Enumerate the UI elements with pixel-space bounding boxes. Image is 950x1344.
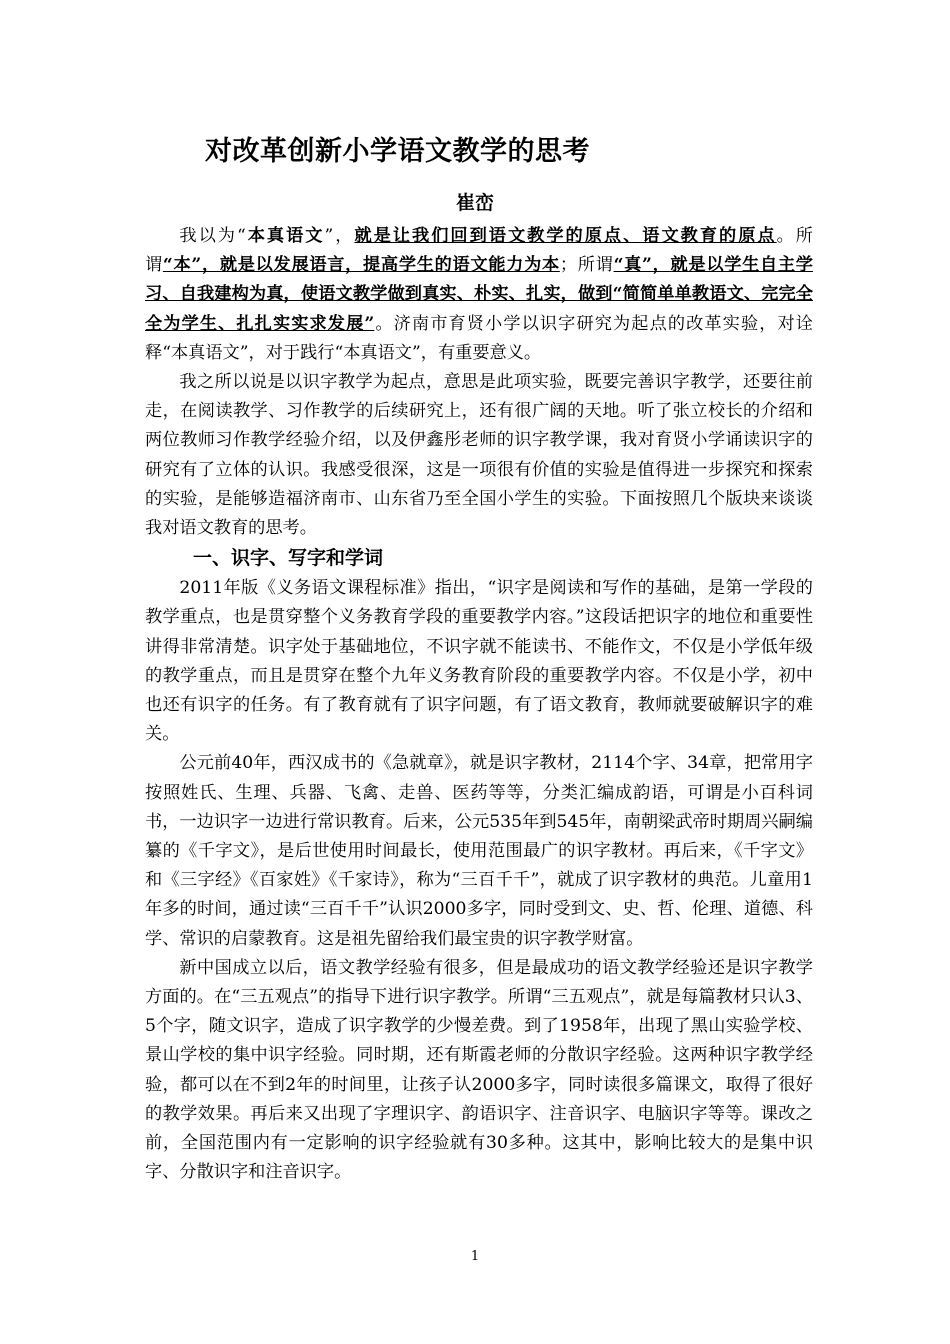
intro-emphasis: “本”，就是以发展语言，提高学生的语文能力为本 [162, 255, 560, 276]
intro-emphasis: “真”，就是以学生自主学习、自我建构为真，使语文教学做到真实、朴实、扎实，做到“简简单单教语文、完完全全为学生、扎扎实实求发展” [145, 255, 813, 334]
document-body [145, 222, 813, 1188]
paragraph: 我之所以说是以识字教学为起点，意思是此项实验，既要完善识字教学，还要往前走，在阅读教学、习作教学的后续研究上，还有很广阔的天地。听了张立校长的介绍和两位教师习作教学经验介绍，以及伊鑫彤老师的识字教学课，我对育贤小学诵读识字的研究有了立体的认识。我感受很深，这是一项很有价值的实验是值得进一步探究和探索的实验，是能够造福济南市、山东省乃至全国小学生的实验。下面按照几个版块来谈谈我对语文教育的思考。 [145, 372, 813, 539]
page-number: 1 [470, 1249, 480, 1264]
section-heading: 一、识字、写字和学词 [193, 547, 384, 570]
paragraph: 2011年版《义务语文课程标准》指出，“识字是阅读和写作的基础，是第一学段的教学重点，也是贯穿整个义务教育学段的重要教学内容。”这段话把识字的地位和重要性讲得非常清楚。识字处于基础地位，不识字就不能读书、不能作文，不仅是小学低年级的教学重点，而且是贯穿在整个九年义务教育阶段的重要教学内容。不仅是小学，初中也还有识字的任务。有了教育就有了识字问题，有了语文教育，教师就要破解识字的难关。 [145, 578, 813, 745]
intro-text: ”， [324, 226, 355, 246]
intro-text: ；所谓 [559, 255, 614, 276]
paragraph-intro [145, 222, 813, 368]
paragraph: 公元前40年，西汉成书的《急就章》，就是识字教材，2114个字、34章，把常用字按照姓氏、生理、兵器、飞禽、走兽、医药等等，分类汇编成韵语，可谓是小百科词书，一边识字一边进行常识教育。后来，公元535年到545年，南朝梁武帝时期周兴嗣编纂的《千字文》，是后世使用时间最长，使用范围最广的识字教材。再后来，《千字文》和《三字经》《百家姓》《千家诗》，称为“三百千千”，就成了识字教材的典范。儿童用1年多的时间，通过读“三百千千”认识2000多字，同时受到文、史、哲、伦理、道德、科学、常识的启蒙教育。这是祖先留给我们最宝贵的识字教学财富。 [145, 753, 813, 949]
intro-bold-term: 本真语文 [245, 226, 325, 246]
intro-text: 。济南市育贤小学以识字研究为起点的改革实验，对诠释“本真语文”，对于践行“本真语文”，有重要意义。 [145, 313, 813, 363]
intro-text: 。所谓 [145, 226, 813, 276]
intro-text: 我以为“ [179, 226, 246, 246]
document-title: 对改革创新小学语文教学的思考 [205, 136, 590, 167]
author-name: 崔峦 [455, 192, 494, 214]
paragraph: 新中国成立以后，语文教学经验有很多，但是最成功的语文教学经验还是识字教学方面的。在“三五观点”的指导下进行识字教学。所谓“三五观点”，就是每篇教材只认3、5个字，随文识字，造成了识字教学的少慢差费。到了1958年，出现了黑山实验学校、景山学校的集中识字经验。同时期，还有斯霞老师的分散识字经验。这两种识字教学经验，都可以在不到2年的时间里，让孩子认2000多字，同时读很多篇课文，取得了很好的教学效果。再后来又出现了字理识字、韵语识字、注音识字、电脑识字等等。课改之前，全国范围内有一定影响的识字经验就有30多种。这其中，影响比较大的是集中识字、分散识字和注音识字。 [145, 957, 813, 1183]
intro-emphasis: 就是让我们回到语文教学的原点、语文教育的原点 [354, 226, 777, 246]
